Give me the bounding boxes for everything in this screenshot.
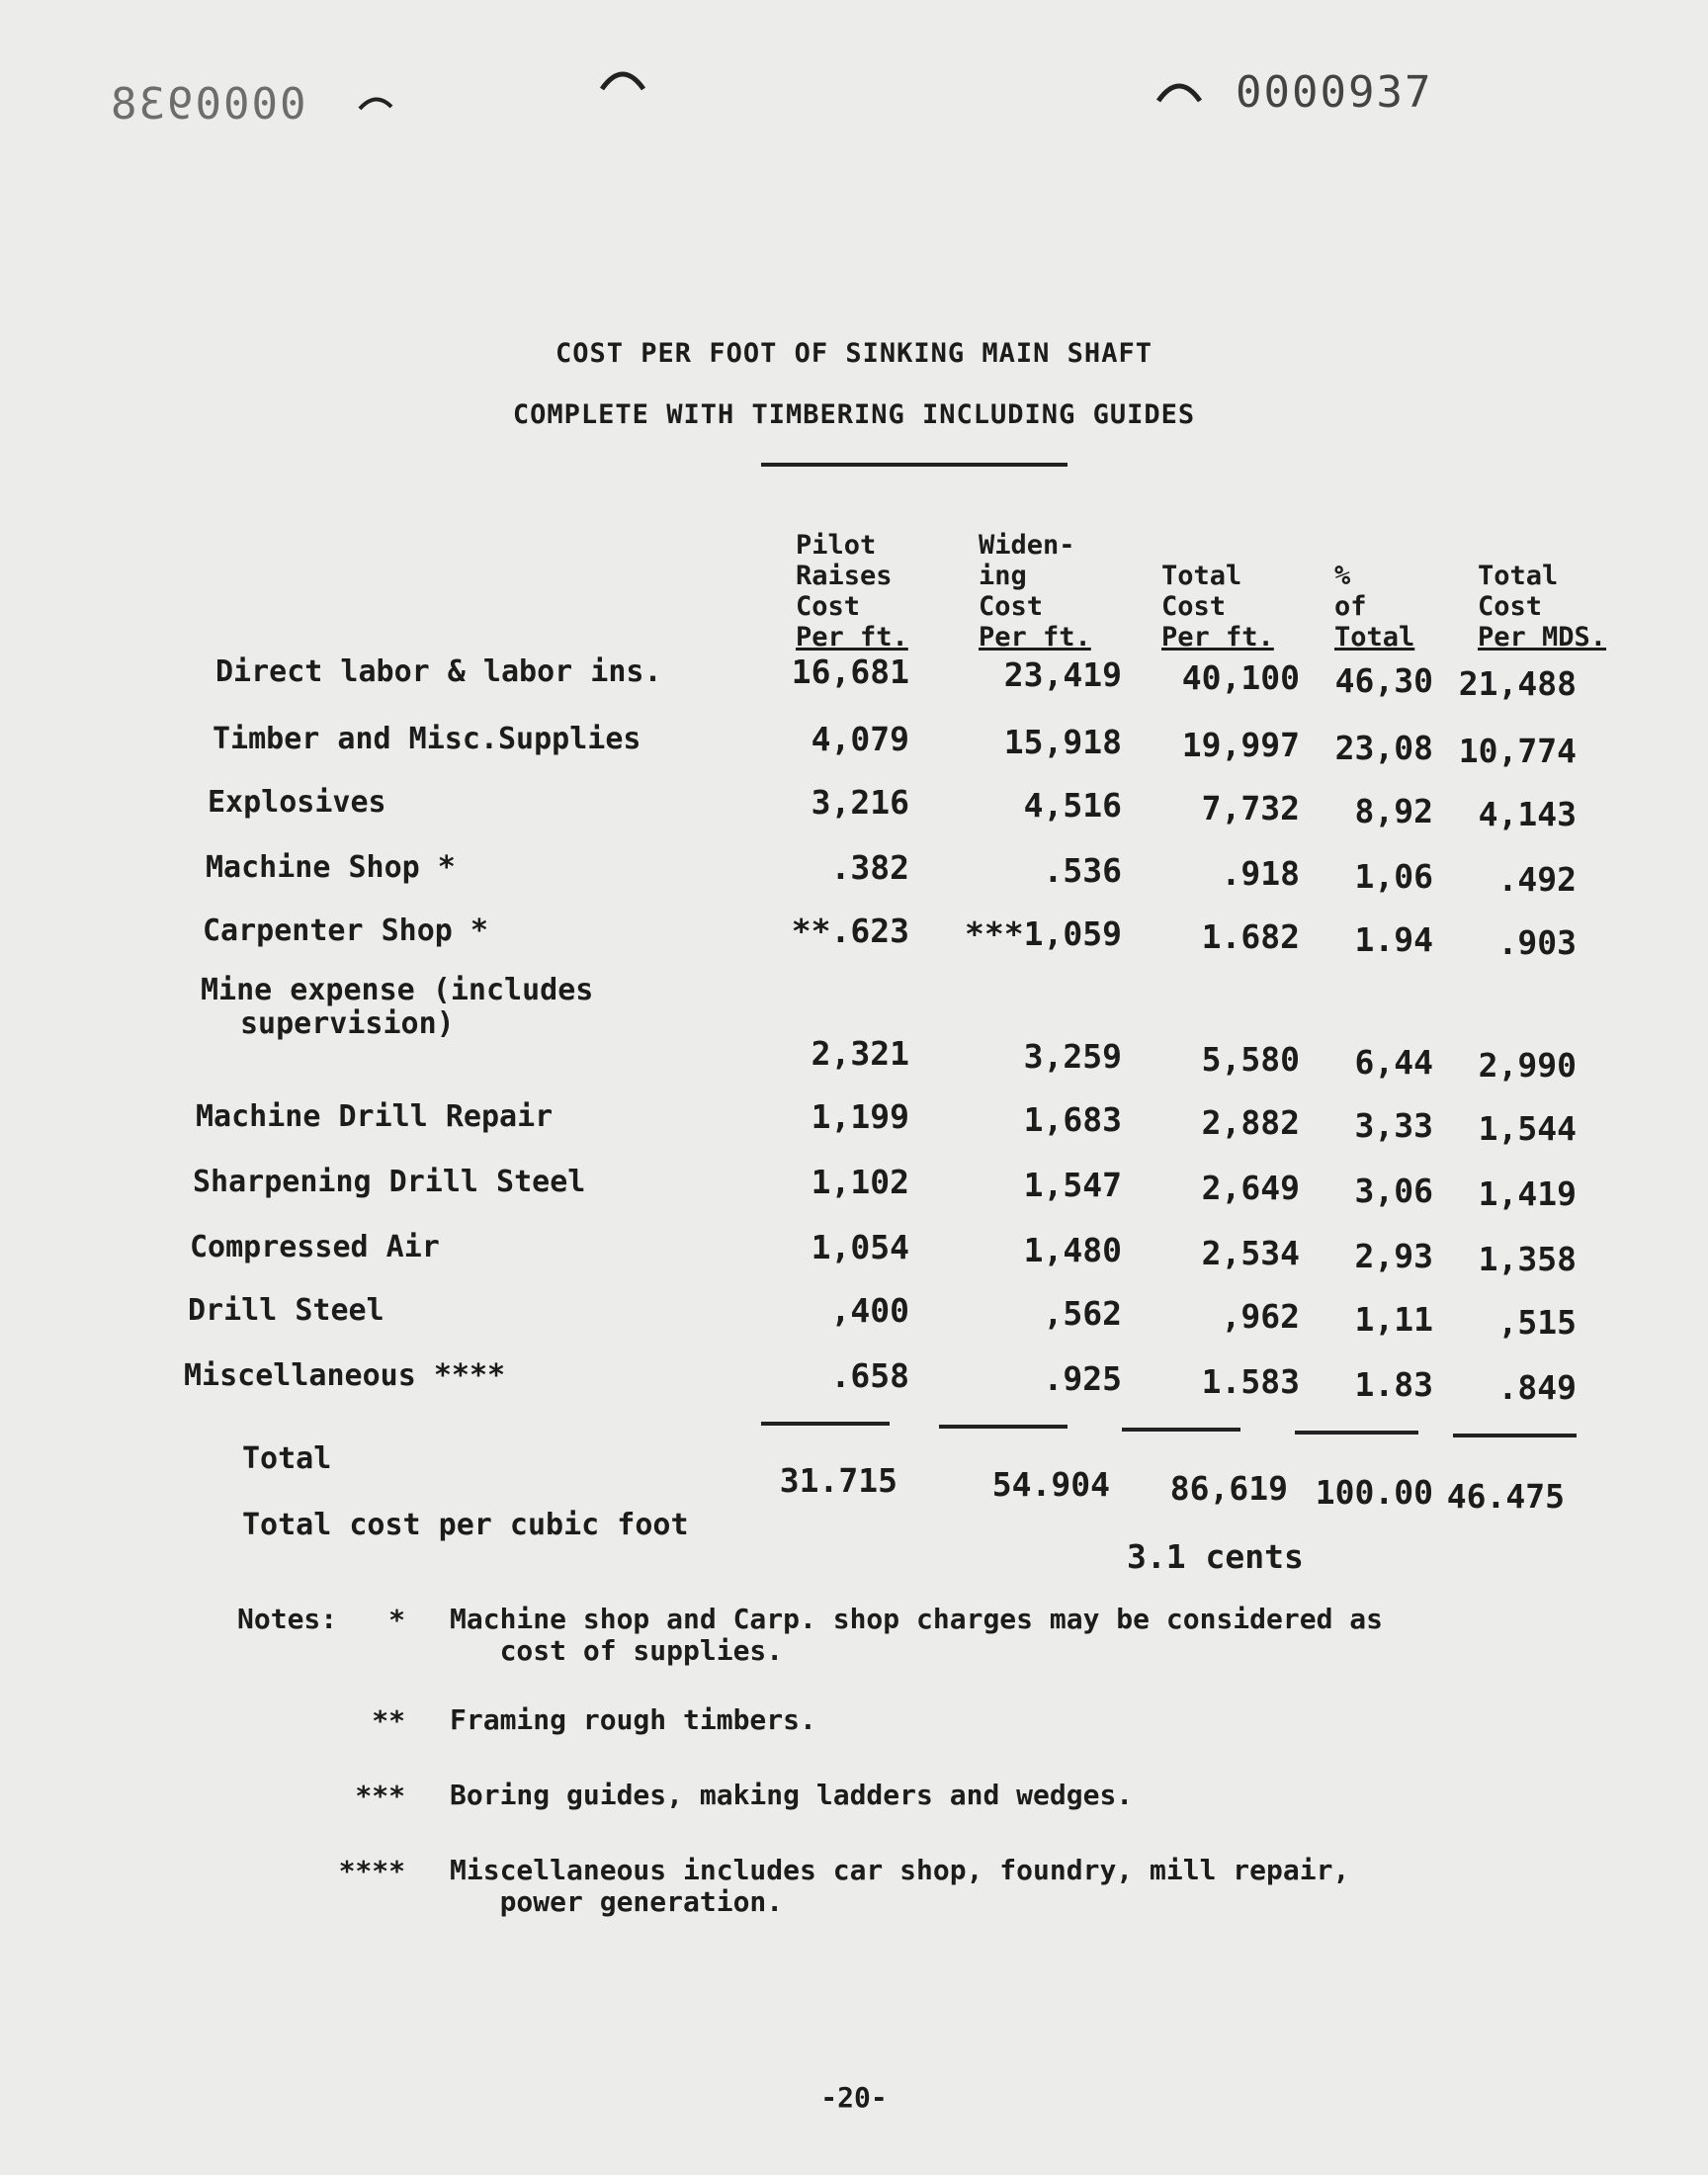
table-cell: 21,488 [1458, 664, 1577, 703]
row-label: Direct labor & labor ins. [215, 654, 662, 689]
row-label-continued: supervision) [240, 1006, 455, 1041]
table-cell: 1,683 [1023, 1100, 1122, 1139]
table-cell: 2,649 [1201, 1169, 1300, 1207]
staple-mark-center [598, 61, 647, 97]
table-cell: .925 [1043, 1359, 1122, 1398]
title-underline [761, 463, 1068, 467]
column-header-line: Raises [796, 561, 893, 591]
row-label: Compressed Air [190, 1230, 440, 1264]
column-header-line: Cost [979, 591, 1044, 622]
column-header-1 [796, 530, 908, 652]
row-label: Miscellaneous **** [184, 1358, 506, 1393]
table-cell: 6,44 [1354, 1043, 1433, 1082]
column-header-line: Total [1161, 561, 1242, 591]
row-label: Machine Drill Repair [196, 1099, 554, 1134]
table-cell: 3,33 [1354, 1106, 1433, 1145]
column-header-line: Total [1478, 561, 1559, 591]
column-header-3 [1161, 561, 1274, 652]
table-cell: 7,732 [1201, 789, 1300, 827]
table-cell: 4,516 [1023, 786, 1122, 825]
column-header-4 [1334, 561, 1414, 652]
row-label: Mine expense (includes [201, 973, 594, 1007]
table-cell: 2,321 [811, 1034, 909, 1073]
column-header-2 [979, 530, 1091, 652]
row-label: Timber and Misc.Supplies [213, 722, 641, 756]
column-header-underlined: Per ft. [1161, 622, 1274, 652]
row-label: Drill Steel [188, 1293, 384, 1328]
table-cell: 8,92 [1354, 792, 1433, 830]
table-cell: 5,580 [1201, 1040, 1300, 1079]
table-cell: 23,08 [1334, 729, 1433, 767]
table-cell: 1,102 [811, 1163, 909, 1201]
title-line-1: COST PER FOOT OF SINKING MAIN SHAFT [555, 338, 1153, 369]
page-stamp: 0000937 [1236, 67, 1433, 118]
table-cell: .536 [1043, 851, 1122, 890]
column-header-line: of [1334, 591, 1367, 622]
table-cell: 1,199 [811, 1097, 909, 1136]
sum-rule [761, 1422, 890, 1426]
total-cell: 46.475 [1446, 1477, 1565, 1516]
table-cell: .492 [1497, 860, 1577, 899]
column-header-line: ing [979, 561, 1027, 591]
table-cell: 2,534 [1201, 1234, 1300, 1272]
table-cell: 46,30 [1334, 661, 1433, 700]
column-header-line: Cost [1161, 591, 1227, 622]
table-cell: 3,259 [1023, 1037, 1122, 1076]
table-cell: **.623 [791, 912, 909, 950]
table-cell: 1,06 [1354, 857, 1433, 896]
table-cell: 2,990 [1478, 1046, 1577, 1085]
total-cell: 86,619 [1169, 1469, 1288, 1508]
row-label: Carpenter Shop * [203, 914, 488, 948]
sum-rule [1295, 1431, 1418, 1435]
note-marker: ** [372, 1704, 405, 1737]
column-header-underlined: Total [1334, 622, 1415, 652]
note-text: Boring guides, making ladders and wedges. [450, 1779, 1134, 1811]
column-header-underlined: Per ft. [979, 622, 1091, 652]
table-cell: 23,419 [1003, 655, 1122, 694]
table-cell: 2,882 [1201, 1103, 1300, 1142]
table-cell: 1,544 [1478, 1109, 1577, 1148]
sum-rule [1453, 1434, 1577, 1437]
column-header-underlined: Per MDS. [1478, 622, 1607, 652]
table-cell: .903 [1497, 923, 1577, 962]
table-cell: .658 [830, 1356, 909, 1395]
total-cell: 54.904 [991, 1465, 1110, 1504]
table-cell: 4,143 [1478, 795, 1577, 833]
column-header-line: Cost [1478, 591, 1543, 622]
column-header-line: Pilot [796, 530, 877, 561]
page-number: -20- [820, 2081, 888, 2114]
staple-mark-right [1154, 73, 1204, 109]
table-cell: 4,079 [811, 720, 909, 758]
table-cell: ***1,059 [965, 914, 1122, 953]
column-header-line: Cost [796, 591, 861, 622]
column-header-line: Widen- [979, 530, 1075, 561]
table-cell: 40,100 [1181, 658, 1300, 697]
table-cell: 1.583 [1201, 1362, 1300, 1401]
mirrored-page-stamp: 0000938 [109, 79, 306, 130]
row-label: Machine Shop * [206, 850, 456, 885]
table-cell: 16,681 [791, 652, 909, 691]
table-cell: ,400 [830, 1291, 909, 1330]
table-cell: 2,93 [1354, 1237, 1433, 1275]
table-cell: 1.94 [1354, 920, 1433, 959]
table-cell: ,562 [1043, 1294, 1122, 1333]
table-cell: .382 [830, 848, 909, 887]
notes-heading: Notes: [237, 1603, 338, 1635]
table-cell: 1,480 [1023, 1231, 1122, 1269]
table-cell: .849 [1497, 1368, 1577, 1407]
table-cell: 1,547 [1023, 1166, 1122, 1204]
cubic-foot-label: Total cost per cubic foot [242, 1508, 689, 1542]
table-cell: 1.682 [1201, 917, 1300, 956]
total-cell: 31.715 [779, 1461, 897, 1500]
table-cell: .918 [1221, 854, 1300, 893]
note-marker: *** [355, 1780, 405, 1812]
table-cell: 1,358 [1478, 1240, 1577, 1278]
column-header-line: % [1334, 561, 1351, 591]
row-label: Explosives [208, 785, 386, 820]
staple-mark-left [356, 89, 395, 119]
cubic-foot-value: 3.1 cents [1127, 1537, 1304, 1576]
note-text: Miscellaneous includes car shop, foundry, mill repair, power generation. [450, 1854, 1350, 1918]
table-cell: 3,216 [811, 783, 909, 822]
row-label: Sharpening Drill Steel [193, 1165, 586, 1199]
table-cell: 19,997 [1181, 726, 1300, 764]
table-cell: 1.83 [1354, 1365, 1433, 1404]
sum-rule [939, 1425, 1068, 1429]
note-text: Machine shop and Carp. shop charges may be considered as cost of supplies. [450, 1603, 1384, 1667]
sum-rule [1122, 1428, 1240, 1432]
title-line-2: COMPLETE WITH TIMBERING INCLUDING GUIDES [512, 399, 1196, 430]
column-header-underlined: Per ft. [796, 622, 908, 652]
column-header-5 [1478, 561, 1606, 652]
table-cell: 3,06 [1354, 1172, 1433, 1210]
table-cell: ,515 [1497, 1303, 1577, 1342]
total-label: Total [242, 1441, 332, 1476]
note-marker: **** [338, 1855, 405, 1887]
table-cell: 15,918 [1003, 723, 1122, 761]
table-cell: ,962 [1221, 1297, 1300, 1336]
table-cell: 1,419 [1478, 1174, 1577, 1213]
table-cell: 1,054 [811, 1228, 909, 1266]
table-cell: 1,11 [1354, 1300, 1433, 1339]
total-cell: 100.00 [1315, 1473, 1433, 1512]
table-cell: 10,774 [1458, 732, 1577, 770]
note-text: Framing rough timbers. [450, 1703, 816, 1736]
note-marker: * [388, 1604, 405, 1636]
